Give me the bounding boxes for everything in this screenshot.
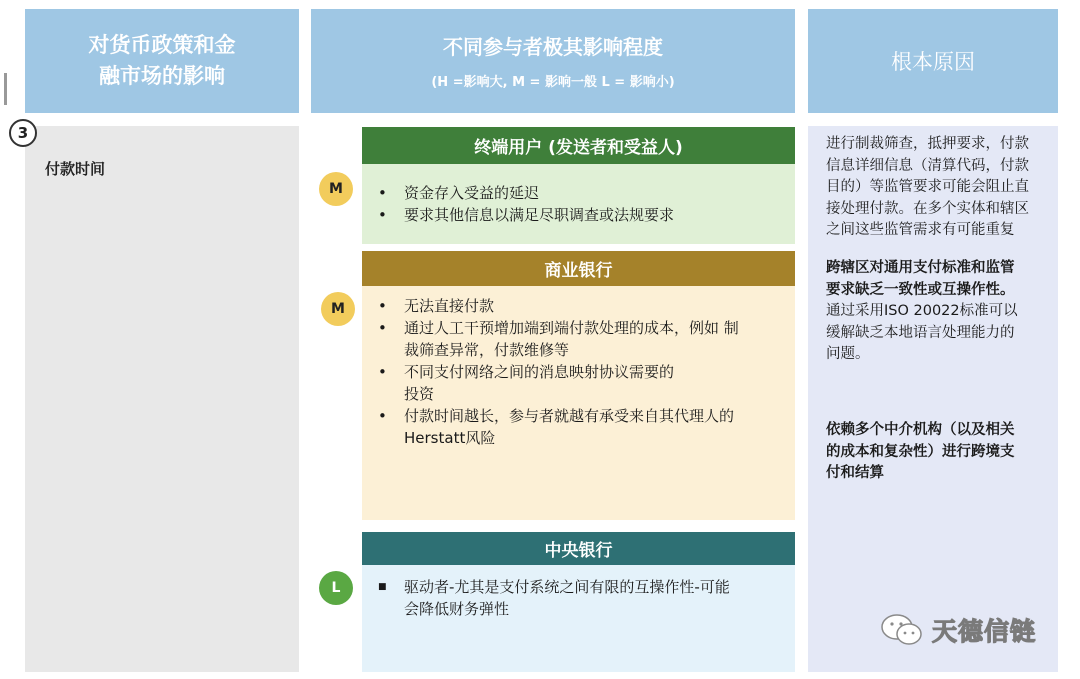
- text-line-bold: 跨辖区对通用支付标准和监管: [826, 260, 1015, 276]
- text-line: 缓解缺乏本地语言处理能力的: [826, 324, 1015, 341]
- list-item: • 不同支付网络之间的消息映射协议需要的: [362, 361, 795, 383]
- list-item-continuation: 投资: [404, 385, 435, 403]
- text-line: 进行制裁筛查，抵押要求，付款: [826, 136, 1029, 152]
- list-item-continuation: 裁筛查异常，付款维修等: [404, 341, 570, 359]
- header-participants-column: [311, 9, 795, 113]
- central-banks-title-bar: [362, 532, 795, 565]
- wechat-icon: [880, 612, 924, 648]
- header-root-cause-title: 根本原因: [891, 50, 975, 74]
- list-item: • 要求其他信息以满足尽职调查或法规要求: [362, 204, 795, 226]
- central-banks-body: [362, 565, 795, 672]
- text-line: 通过采用ISO 20022标准可以: [826, 303, 1018, 319]
- text-line: 之间这些监管需求有可能重复: [826, 222, 1015, 238]
- end-users-body: [362, 164, 795, 244]
- text-line-bold: 要求缺乏一致性或互操作性。: [826, 281, 1015, 298]
- commercial-banks-title-bar: [362, 251, 795, 286]
- list-item: • 无法直接付款: [362, 295, 795, 317]
- list-item: ■ 驱动者-尤其是支付系统之间有限的互操作性-可能: [362, 576, 795, 598]
- list-item: • 付款时间越长，参与者就越有承受来自其代理人的: [362, 405, 795, 427]
- header-impact-column: [25, 9, 299, 113]
- header-participants-title: 不同参与者极其影响程度: [443, 34, 663, 59]
- text-line-bold: 付和结算: [826, 465, 884, 481]
- end-users-title: 终端用户 (发送者和受益人): [474, 138, 683, 158]
- text-line-bold: 的成本和复杂性）进行跨境支: [826, 443, 1015, 460]
- list-item: • 通过人工干预增加端到端付款处理的成本，例如 制: [362, 317, 795, 339]
- commercial-banks-title: 商业银行: [544, 261, 613, 281]
- list-item-continuation: Herstatt风险: [404, 429, 496, 447]
- watermark-text: 天德信链: [932, 617, 1037, 646]
- text-line: 信息详细信息（清算代码，付款: [826, 157, 1029, 174]
- list-item: • 资金存入受益的延迟: [362, 182, 795, 204]
- section-label: 付款时间: [45, 160, 106, 178]
- text-line: 接处理付款。在多个实体和辖区: [826, 200, 1029, 217]
- root-cause-paragraph-1: [826, 134, 1048, 242]
- impact-level-badge-commercial-banks: M: [321, 292, 355, 326]
- impact-column-body: [25, 126, 299, 672]
- impact-level-badge-central-banks: L: [319, 571, 353, 605]
- end-users-list: [362, 182, 795, 226]
- list-item-continuation: 会降低财务弹性: [404, 600, 510, 618]
- left-edge-mark: [4, 73, 7, 105]
- commercial-banks-list: [362, 295, 795, 449]
- end-users-title-bar: [362, 127, 795, 164]
- impact-level-badge-end-users: M: [319, 172, 353, 206]
- header-root-cause-column: [808, 9, 1058, 113]
- header-participants-subtitle: (H =影响大, M = 影响一般 L = 影响小): [431, 74, 675, 90]
- root-cause-paragraph-2: [826, 258, 1048, 366]
- section-number-badge: 3: [9, 119, 37, 147]
- text-line: 问题。: [826, 346, 870, 362]
- root-cause-paragraph-3: [826, 420, 1048, 485]
- header-impact-line1: 对货币政策和金: [88, 33, 236, 57]
- header-impact-line2: 融市场的影响: [99, 64, 225, 88]
- text-line: 目的）等监管要求可能会阻止直: [826, 179, 1029, 195]
- text-line-bold: 依赖多个中介机构（以及相关: [826, 422, 1015, 438]
- watermark: [880, 612, 1036, 648]
- commercial-banks-body: [362, 286, 795, 520]
- central-banks-title: 中央银行: [544, 541, 613, 561]
- central-banks-list: [362, 576, 795, 620]
